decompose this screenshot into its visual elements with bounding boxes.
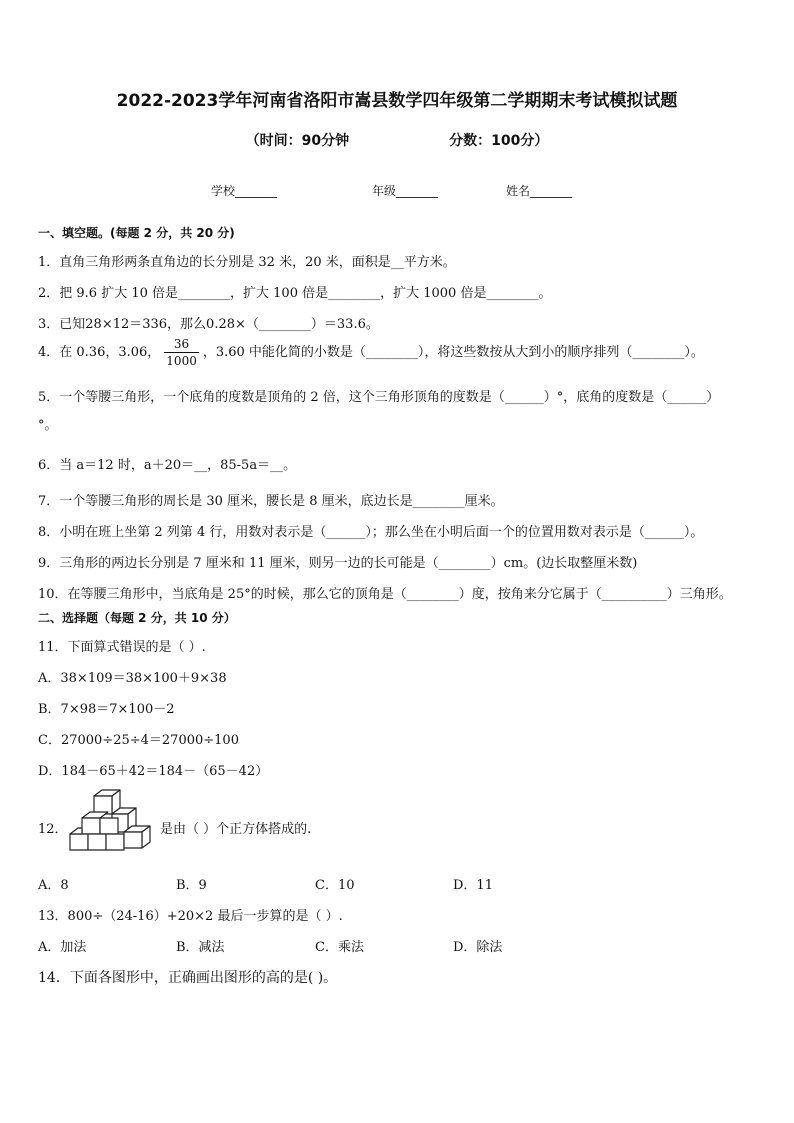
question-13-option-c: C．乘法 (315, 940, 364, 955)
question-1: 1．直角三角形两条直角边的长分别是 32 米，20 米，面积是__平方米。 (38, 255, 456, 270)
question-13-option-d: D．除法 (453, 940, 503, 955)
question-4-pre: 4．在 0.36，3.06， (38, 345, 161, 360)
question-2: 2．把 9.6 扩大 10 倍是________，扩大 100 倍是________，扩大 1000 倍是________。 (38, 286, 552, 301)
question-3: 3．已知28×12＝336，那么0.28×（________）＝33.6。 (38, 317, 379, 332)
question-12-option-c: C．10 (315, 878, 355, 893)
question-11-option-c: C．27000÷25÷4＝27000÷100 (38, 733, 239, 748)
question-11: 11．下面算式错误的是（ ）. (38, 640, 206, 655)
question-4-post: ，3.60 中能化简的小数是（________），将这些数按从大到小的顺序排列（________）。 (202, 345, 704, 360)
question-12-option-a: A．8 (38, 878, 69, 893)
question-11-option-b: B．7×98＝7×100－2 (38, 702, 175, 717)
question-4 (38, 336, 704, 369)
question-12-option-d: D．11 (453, 878, 493, 893)
section-1-heading: 一、填空题。(每题 2 分，共 20 分) (38, 226, 235, 240)
question-7: 7．一个等腰三角形的周长是 30 厘米，腰长是 8 厘米，底边长是________厘米。 (38, 494, 504, 509)
question-13: 13．800÷（24-16）+20×2 最后一步算的是（ ）. (38, 909, 343, 924)
question-12: 是由（ ）个正方体搭成的. (160, 822, 312, 837)
question-12-number: 12． (38, 822, 68, 837)
question-13-option-a: A．加法 (38, 940, 87, 955)
score-label: 分数：100分） (449, 133, 549, 149)
question-6: 6．当 a＝12 时，a＋20＝__，85-5a＝__。 (38, 458, 297, 473)
grade-field: 年级_______ (372, 184, 439, 198)
fraction-numerator: 36 (164, 336, 199, 353)
question-13-option-b: B．减法 (176, 940, 225, 955)
section-2-heading: 二、选择题（每题 2 分，共 10 分） (38, 611, 236, 625)
question-8: 8．小明在班上坐第 2 列第 4 行，用数对表示是（______）；那么坐在小明后面一个的位置用数对表示是（______）。 (38, 525, 704, 540)
question-11-option-d: D．184－65＋42＝184－（65－42） (38, 764, 269, 779)
question-12-option-b: B．9 (176, 878, 207, 893)
fraction (164, 336, 199, 369)
question-11-option-a: A．38×109＝38×100＋9×38 (38, 671, 227, 686)
question-9: 9．三角形的两边长分别是 7 厘米和 11 厘米，则另一边的长可能是（________）cm。(边长取整厘米数) (38, 556, 638, 571)
question-10: 10．在等腰三角形中，当底角是 25°的时候，那么它的顶角是（________）度，按角来分它属于（__________）三角形。 (38, 587, 732, 602)
cube-stack-figure (64, 788, 154, 860)
question-5-cont: °。 (38, 418, 58, 433)
exam-subtitle (0, 130, 794, 150)
question-14: 14．下面各图形中，正确画出图形的高的是( )。 (38, 970, 338, 986)
name-field: 姓名_______ (506, 184, 573, 198)
time-label: （时间：90分钟 (245, 133, 350, 149)
question-5: 5．一个等腰三角形，一个底角的度数是顶角的 2 倍，这个三角形顶角的度数是（______）°，底角的度数是（______） (38, 390, 720, 405)
exam-title: 2022-2023学年河南省洛阳市嵩县数学四年级第二学期期末考试模拟试题 (116, 91, 678, 111)
fraction-denominator: 1000 (166, 354, 197, 368)
school-field: 学校_______ (211, 184, 278, 198)
